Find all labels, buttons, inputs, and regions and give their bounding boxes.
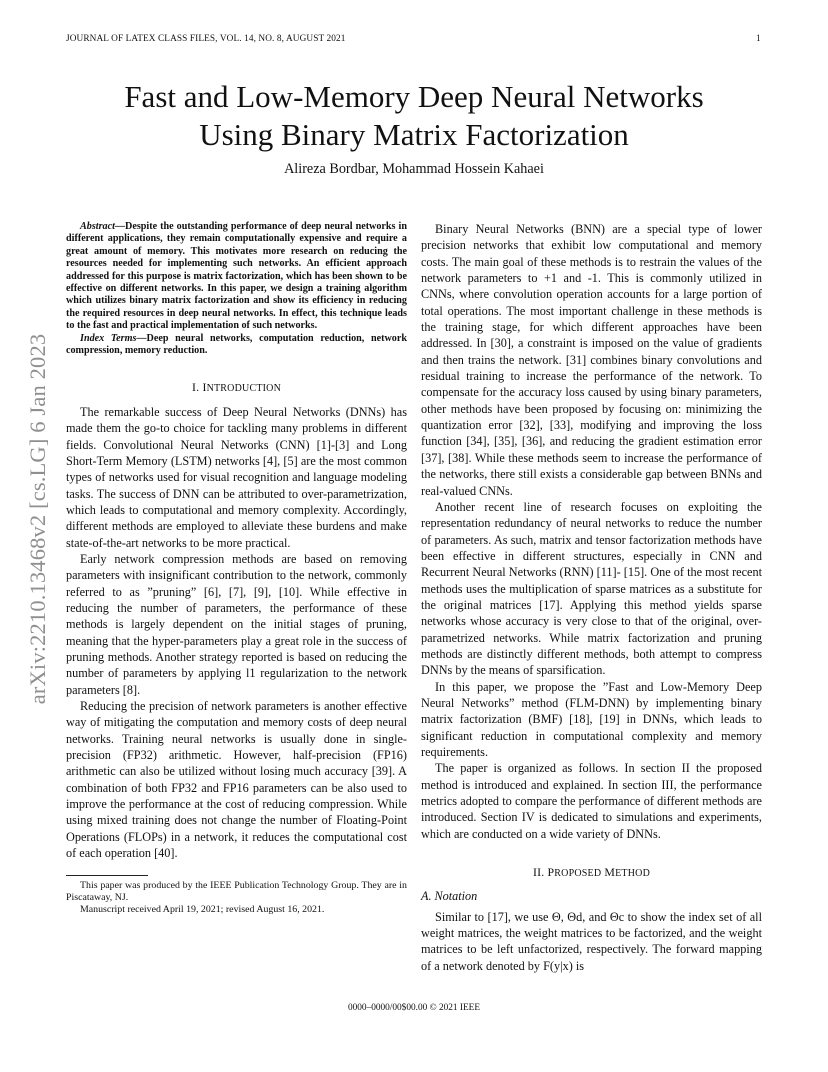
abstract: [66, 221, 407, 333]
right-column: [421, 221, 762, 974]
section-title-rest: ROPOSED: [554, 868, 602, 880]
footnote-1: This paper was produced by the IEEE Publication Technology Group. They are in Piscataway, NJ.: [66, 880, 407, 904]
intro-paragraph-2: Early network compression methods are based on removing parameters with insignificant contribution to the network, commonly referred to as ”pruning” [6], [7], [9], [10]. While effective in reducing the number of parameters, the performance of these methods is largely dependent on the initial stages of pruning, meaning that the hyper-parameters play a great role in the success of pruning methods. Another strategy reported is based on reducing the number of parameters by applying l1 regularization to the network parameters [8].: [66, 551, 407, 697]
right-paragraph-4: The paper is organized as follows. In section II the proposed method is introduced and explained. In section III, the performance metrics adopted to compare the performance of different methods are introduced. Section IV is dedicated to simulations and experiments, which are conducted on a wide variety of DNNs.: [421, 761, 762, 841]
section-heading-proposed-method: [421, 864, 762, 882]
page-number: 1: [756, 34, 761, 44]
section-title-initial: P: [547, 865, 555, 880]
section-title-rest: NTRODUCTION: [206, 383, 281, 395]
right-paragraph-2: Another recent line of research focuses on exploiting the representation redundancy of neural networks to reduce the number of parameters. As such, matrix and tensor factorization methods have been effective in different structures, especially in CNN and Recurrent Neural Networks (RNN) [11]- [15]. One of the most recent methods uses the multiplication of sparse matrices as a substitute for the original matrices [17]. Applying this method yields sparse networks whose accuracy is very close to that of the original, over-parametrized networks. While matrix factorization and pruning methods are distinctly different methods, both attempt to compress DNNs by the means of sparsification.: [421, 499, 762, 678]
section-number: II.: [532, 865, 545, 880]
notation-paragraph: Similar to [17], we use Θ, Θd, and Θc to show the index set of all weight matrices, the weight matrices to be factorized, and the weight matrices to be left unfactorized, respectively. The forward mapping of a network denoted by F(y|x) is: [421, 909, 762, 973]
intro-paragraph-3: Reducing the precision of network parameters is another effective way of mitigating the computation and memory costs of deep neural networks. Training neural networks is usually done in single-precision (FP32) arithmetic. However, half-precision (FP16) arithmetic can also be utilized without losing much accuracy [39]. A combination of both FP32 and FP16 parameters can be also used to improve the performance at the cost of reducing compression. While using mixed training does not change the number of Floating-Point Operations (FLOPs) in a network, it reduces the computational cost of each operation [40].: [66, 699, 407, 861]
footnote-2: Manuscript received April 19, 2021; revised August 16, 2021.: [80, 904, 325, 916]
arxiv-stamp: arXiv:2210.13468v2 [cs.LG] 6 Jan 2023: [25, 333, 50, 705]
section-title-initial: I: [202, 380, 207, 395]
title-line-1: Fast and Low-Memory Deep Neural Networks: [124, 79, 704, 114]
running-head: JOURNAL OF LATEX CLASS FILES, VOL. 14, NO. 8, AUGUST 2021: [66, 34, 346, 44]
right-paragraph-1: Binary Neural Networks (BNN) are a special type of lower precision networks that exhibit low computational and memory costs. The main goal of these methods is to restrain the values of the network parameters to +1 and -1. This is commonly utilized in CNNs, where convolution operation accounts for a large portion of total operations. The most important challenge in these methods is the training stage, for which different approaches have been addressed. In [30], a constraint is imposed on the value of gradients and then trains the network. [31] combines binary convolutions and residual training to increase the performance of the network. To compensate for the accuracy loss caused by using binary parameters, other methods have been proposed by focusing on: minimizing the quantization error [32], [33], modifying and improving the loss function [34], [35], [36], and reducing the gradient estimation error [37], [38]. While these methods seem to increase the performance of the networks, there still exists a considerable gap between BNNs and real-valued CNNs.: [421, 222, 762, 498]
abstract-label: Abstract: [80, 221, 115, 232]
title-line-2: Using Binary Matrix Factorization: [199, 117, 629, 152]
authors: Alireza Bordbar, Mohammad Hossein Kahaei: [284, 161, 544, 177]
section-title-rest: ETHOD: [615, 868, 651, 880]
section-heading-introduction: [66, 379, 407, 397]
section-title-initial: M: [604, 865, 616, 880]
subsection-heading-notation: A. Notation: [421, 889, 478, 904]
abstract-text: —Despite the outstanding performance of deep neural networks in different applications, they remain computationally expensive and require a great amount of memory. This motivates more research on reducing the resources needed for implementing such networks. An efficient approach addressed for this purpose is matrix factorization, which has been shown to be effective on different networks. In this paper, we design a training algorithm which utilizes binary matrix factorization and show its efficiency in reducing the required resources in deep neural networks. In effect, this technique leads to the fast and practical implementation of such networks.: [66, 221, 407, 332]
section-number: I.: [192, 380, 200, 395]
index-terms: [66, 333, 407, 358]
left-column: [66, 221, 407, 916]
intro-paragraph-1: The remarkable success of Deep Neural Networks (DNNs) has made them the go-to choice for tackling many problems in different fields. Convolutional Neural Networks (CNN) [1]-[3] and Long Short-Term Memory (LSTM) networks [4], [5] are the most common types of networks used for visual recognition and language modeling tasks. The success of DNN can be attributed to over-parametrization, which leads to computational and memory complexity. Accordingly, different methods are employed to alleviate these burdens and make state-of-the-art networks to be more practical.: [66, 404, 407, 550]
copyright-footer: 0000–0000/00$00.00 © 2021 IEEE: [347, 1003, 481, 1013]
right-paragraph-3: In this paper, we propose the ”Fast and Low-Memory Deep Neural Networks” method (FLM-DNN) by implementing binary matrix factorization (BMF) [18], [19] in DNNs, which leads to significant reduction in computational complexity and memory requirements.: [421, 679, 762, 759]
footnote-rule: [66, 875, 148, 876]
index-terms-label: Index Terms: [80, 332, 137, 344]
index-terms-text: —Deep neural networks, computation reduction, network compression, memory reduction.: [66, 332, 407, 357]
paper-title: [66, 78, 762, 154]
